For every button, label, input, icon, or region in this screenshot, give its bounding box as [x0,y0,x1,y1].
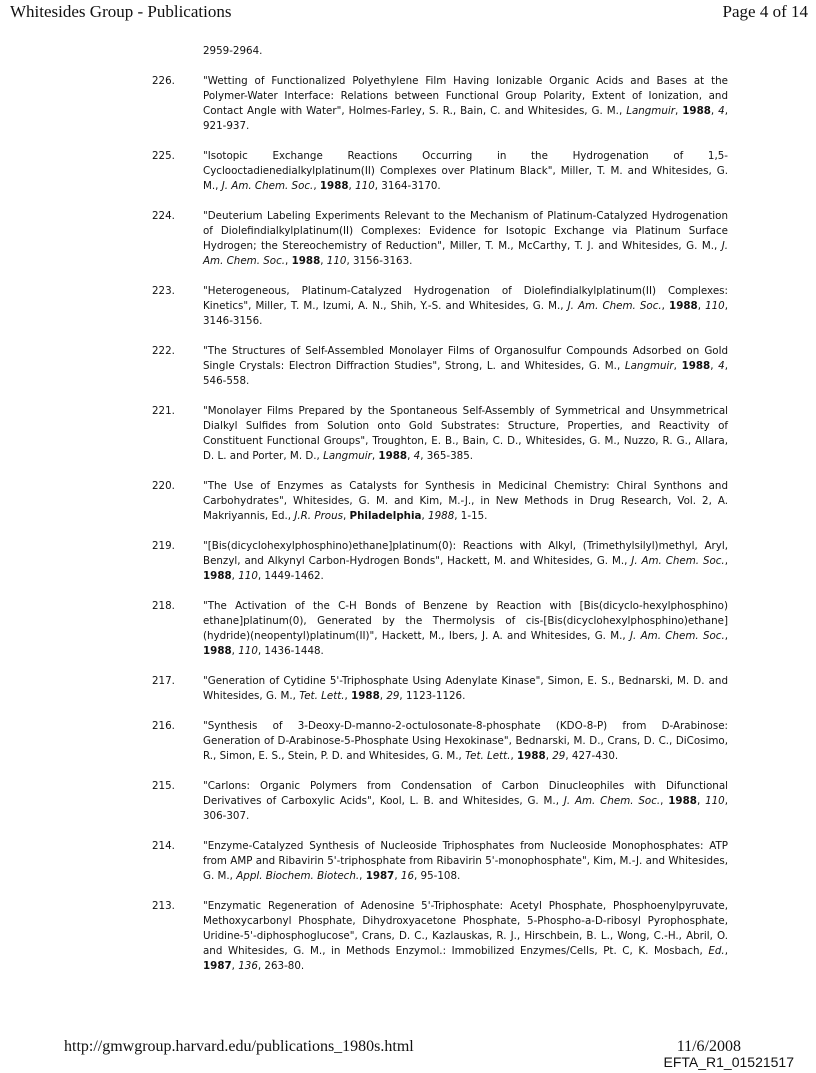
citation-text: , 95-108. [414,870,461,882]
footer-url: http://gmwgroup.harvard.edu/publications_1980s.html [64,1038,414,1055]
citation-bold: 1988 [681,360,711,372]
publication-entry [152,74,728,134]
citation-italic: 29 [552,750,566,762]
publication-entry [152,539,728,584]
citation-text: , [660,795,669,807]
page-title: Whitesides Group - Publications [10,2,232,21]
entry-citation [203,479,728,524]
citation-text: , [697,300,706,312]
document-id: EFTA_R1_01521517 [663,1054,794,1070]
citation-italic: Langmuir [624,360,674,372]
citation-italic: 4 [718,105,725,117]
citation-text: "Heterogeneous, Platinum-Catalyzed Hydrogenation of Diolefindialkylplatinum(II) Complexes: Kinetics", Miller, T. M., Izumi, A. N., Shih, Y.-S. and Whitesides, G. M., [203,285,728,312]
citation-text: , [371,450,379,462]
citation-text: , [231,645,239,657]
entry-citation [203,209,728,269]
entry-number: 219. [152,540,175,552]
citation-text: , [710,360,719,372]
citation-text: , [344,690,352,702]
citation-text: , 365-385. [420,450,474,462]
citation-text: "Enzyme-Catalyzed Synthesis of Nucleoside Triphosphates from Nucleoside Monophosphates: ATP from AMP and Ribavirin 5'-triphosphate from Ribavirin 5'-monophosphate", Kim, M.-J. and Whitesides, G. M., [203,840,728,882]
citation-text: , [545,750,553,762]
citation-text: "Isotopic Exchange Reactions Occurring in the Hydrogenation of 1,5-Cyclooctadienedialkylplatinum(II) Complexes over Platinum Black", Miller, T. M. and Whitesides, G. M., [203,150,728,192]
citation-text: , [343,510,350,522]
publication-entry [152,899,728,974]
citation-text: "Generation of Cytidine 5'-Triphosphate Using Adenylate Kinase", Simon, E. S., Bednarski, M. D. and Whitesides, G. M., [203,675,728,702]
publication-entry [152,284,728,329]
citation-italic: 4 [718,360,725,372]
citation-text: , [710,105,719,117]
citation-text: , [379,690,387,702]
publication-entry [152,599,728,659]
entry-number: 217. [152,675,175,687]
page-header [0,0,816,28]
citation-text: , [661,300,670,312]
citation-italic: 16 [400,870,415,882]
citation-text: , [724,945,728,957]
entry-number: 218. [152,600,175,612]
citation-text: , [673,360,682,372]
citation-text: "Carlons: Organic Polymers from Condensation of Carbon Dinucleophiles with Difunctional Derivatives of Carboxylic Acids", Kool, L. B. and Whitesides, G. M., [203,780,728,807]
entry-citation [203,599,728,659]
entry-number: 222. [152,345,175,357]
citation-italic: Tet. Lett. [465,750,511,762]
citation-italic: J. Am. Chem. Soc. [631,555,725,567]
citation-text: "Enzymatic Regeneration of Adenosine 5'-Triphosphate: Acetyl Phosphate, Phosphoenylpyruvate, Methoxycarbonyl Phosphate, Dihydroxyacetone Phosphate, 5-Phospho-a-D-ribosyl Pyrophosphate, Uridine-5'-diphosphoglucose", Crans, D. C., Kazlauskas, R. J., Hirschbein, B. L., Wong, C.-H., Abril, O. and Whitesides, G. M., in Methods Enzymol.: Immobilized Enzymes/Cells, Pt. C, K. Mosbach, [203,900,728,957]
page-footer [0,1038,816,1073]
citation-text: , [510,750,518,762]
citation-italic: 110 [355,180,375,192]
citation-text: , 921-937. [203,105,729,132]
citation-text: , [231,960,239,972]
publication-entry [152,839,728,884]
citation-text: , [674,105,683,117]
entry-number: 224. [152,210,175,222]
citation-italic: Appl. Biochem. Biotech. [236,870,360,882]
citation-text: , [724,630,729,642]
citation-italic: 110 [238,570,258,582]
entry-number: 226. [152,75,175,87]
citation-text: "[Bis(dicyclohexylphosphino)ethane]platinum(0): Reactions with Alkyl, (Trimethylsilyl)methyl, Aryl, Benzyl, and Alkynyl Carbon-Hydrogen Bonds", Hackett, M. and Whitesides, G. M., [203,540,728,567]
citation-text: , [359,870,366,882]
entry-citation [203,899,728,974]
publication-entry [152,404,728,464]
citation-italic: 29 [386,690,400,702]
page-number: Page 4 of 14 [722,2,808,21]
citation-text: "Monolayer Films Prepared by the Spontaneous Self-Assembly of Symmetrical and Unsymmetrical Dialkyl Sulfides from Solution onto Gold Substrates: Structure, Properties, and Reactivity of Constituent Functional Groups", Troughton, E. B., Bain, C. D., Whitesides, G. M., Nuzzo, R. G., Allara, D. L. and Porter, M. D., [203,405,728,462]
citation-text: , 3156-3163. [346,255,413,267]
citation-text: "Synthesis of 3-Deoxy-D-manno-2-octulosonate-8-phosphate (KDO-8-P) from D-Arabinose: Generation of D-Arabinose-5-Phosphate Using Hexokinase", Bednarski, M. D., Crans, D. C., DiCosimo, R., Simon, E. S., Stein, P. D. and Whitesides, G. M., [203,720,728,762]
citation-italic: 110 [326,255,347,267]
citation-text: , 1123-1126. [399,690,466,702]
citation-text: "Deuterium Labeling Experiments Relevant to the Mechanism of Platinum-Catalyzed Hydrogenation of Diolefindialkylplatinum(II) Complexes: Evidence for Isotopic Exchange via Platinum Surface Hydrogen; the Stereochemistry of Reduction", Miller, T. M., McCarthy, T. J. and Whitesides, G. M., [203,210,728,252]
citation-bold: 1988 [668,795,697,807]
citation-text: "The Activation of the C-H Bonds of Benzene by Reaction with [Bis(dicyclo-hexylphosphino) ethane]platinum(0), Generated by the Thermolysis of cis-[Bis(dicyclohexylphosphino)ethane] (hydride)(neopentyl)platinum(II)", Hackett, M., Ibers, J. A. and Whitesides, G. M., [203,600,728,642]
entry-citation [203,344,728,389]
entry-number: 213. [152,900,175,912]
entry-number: 214. [152,840,175,852]
citation-bold: 1988 [669,300,698,312]
citation-text: , 3164-3170. [374,180,441,192]
citation-bold: 1988 [378,450,408,462]
citation-italic: J. Am. Chem. Soc. [567,300,662,312]
citation-italic: 136 [238,960,258,972]
entry-number: 216. [152,720,175,732]
entry-number: 221. [152,405,175,417]
citation-text: "The Use of Enzymes as Catalysts for Synthesis in Medicinal Chemistry: Chiral Synthons and Carbohydrates", Whitesides, G. M. and Kim, M.-J., in New Methods in Drug Research, Vol. 2, A. Makriyannis, Ed., [203,480,728,522]
publication-entry [152,719,728,764]
citation-bold: 1987 [365,870,395,882]
entry-citation [203,149,728,194]
entry-citation [203,779,728,824]
publication-entry [152,344,728,389]
citation-text: , 427-430. [565,750,619,762]
footer-date: 11/6/2008 [676,1038,741,1055]
entry-number: 215. [152,780,175,792]
citation-text: "The Structures of Self-Assembled Monolayer Films of Organosulfur Compounds Adsorbed on Gold Single Crystals: Electron Diffraction Studies", Strong, L. and Whitesides, G. M., [203,345,728,372]
citation-text: , 1-15. [454,510,488,522]
citation-text: , [407,450,414,462]
citation-text: , [421,510,429,522]
citation-bold: 1988 [682,105,711,117]
citation-italic: J. Am. Chem. Soc. [630,630,725,642]
citation-text: , [724,555,728,567]
citation-italic: 1988 [428,510,455,522]
publication-entry [152,779,728,824]
publication-entry [152,674,728,704]
citation-text: , [394,870,401,882]
citation-text: "Wetting of Functionalized Polyethylene Film Having Ionizable Organic Acids and Bases at the Polymer-Water Interface: Relations between Functional Group Polarity, Extent of Ionization, and Contact Angle with Water", Holmes-Farley, S. R., Bain, C. and Whitesides, G. M., [203,75,728,117]
citation-italic: 4 [413,450,421,462]
publication-entry [152,209,728,269]
citation-text: , 3146-3156. [203,300,729,327]
citation-bold: 1988 [351,690,380,702]
publication-entry [152,149,728,194]
citation-italic: 110 [238,645,258,657]
entry-citation [203,839,728,884]
entry-number: 220. [152,480,175,492]
citation-bold: 1987 [203,960,232,972]
entry-citation [203,674,728,704]
citation-italic: Ed. [708,945,725,957]
citation-italic: J. Am. Chem. Soc. [563,795,661,807]
entry-citation [203,74,728,134]
citation-text: , [696,795,706,807]
citation-text: , 1436-1448. [257,645,324,657]
citation-italic: J. Am. Chem. Soc. [203,240,728,267]
citation-bold: 1988 [203,570,232,582]
entry-citation [203,539,728,584]
citation-italic: J. Am. Chem. Soc. [221,180,314,192]
publication-entry [152,479,728,524]
citation-italic: 110 [705,795,725,807]
citation-italic: Tet. Lett. [299,690,345,702]
citation-text: , 263-80. [257,960,305,972]
citation-bold: 1988 [291,255,321,267]
citation-italic: 110 [705,300,725,312]
citation-italic: J.R. Prous [294,510,343,522]
entry-number: 223. [152,285,175,297]
citation-text: , [348,180,356,192]
citation-italic: Langmuir [323,450,372,462]
publication-list [152,44,728,989]
citation-bold: 1988 [517,750,546,762]
entry-number: 225. [152,150,175,162]
citation-italic: Langmuir [626,105,675,117]
entry-citation [203,719,728,764]
entry-citation [203,284,728,329]
citation-text: , 546-558. [203,360,728,387]
citation-text: , 306-307. [203,795,728,822]
entry-citation [203,404,728,464]
citation-text: , 1449-1462. [257,570,324,582]
citation-text: , [285,255,292,267]
entries-container [152,74,728,974]
citation-text: , [231,570,239,582]
continuation-text: 2959-2964. [203,45,263,57]
citation-bold: 1988 [319,180,349,192]
citation-text: , [320,255,327,267]
citation-text: , [313,180,320,192]
citation-bold: 1988 [203,645,232,657]
citation-bold: Philadelphia [349,510,422,522]
